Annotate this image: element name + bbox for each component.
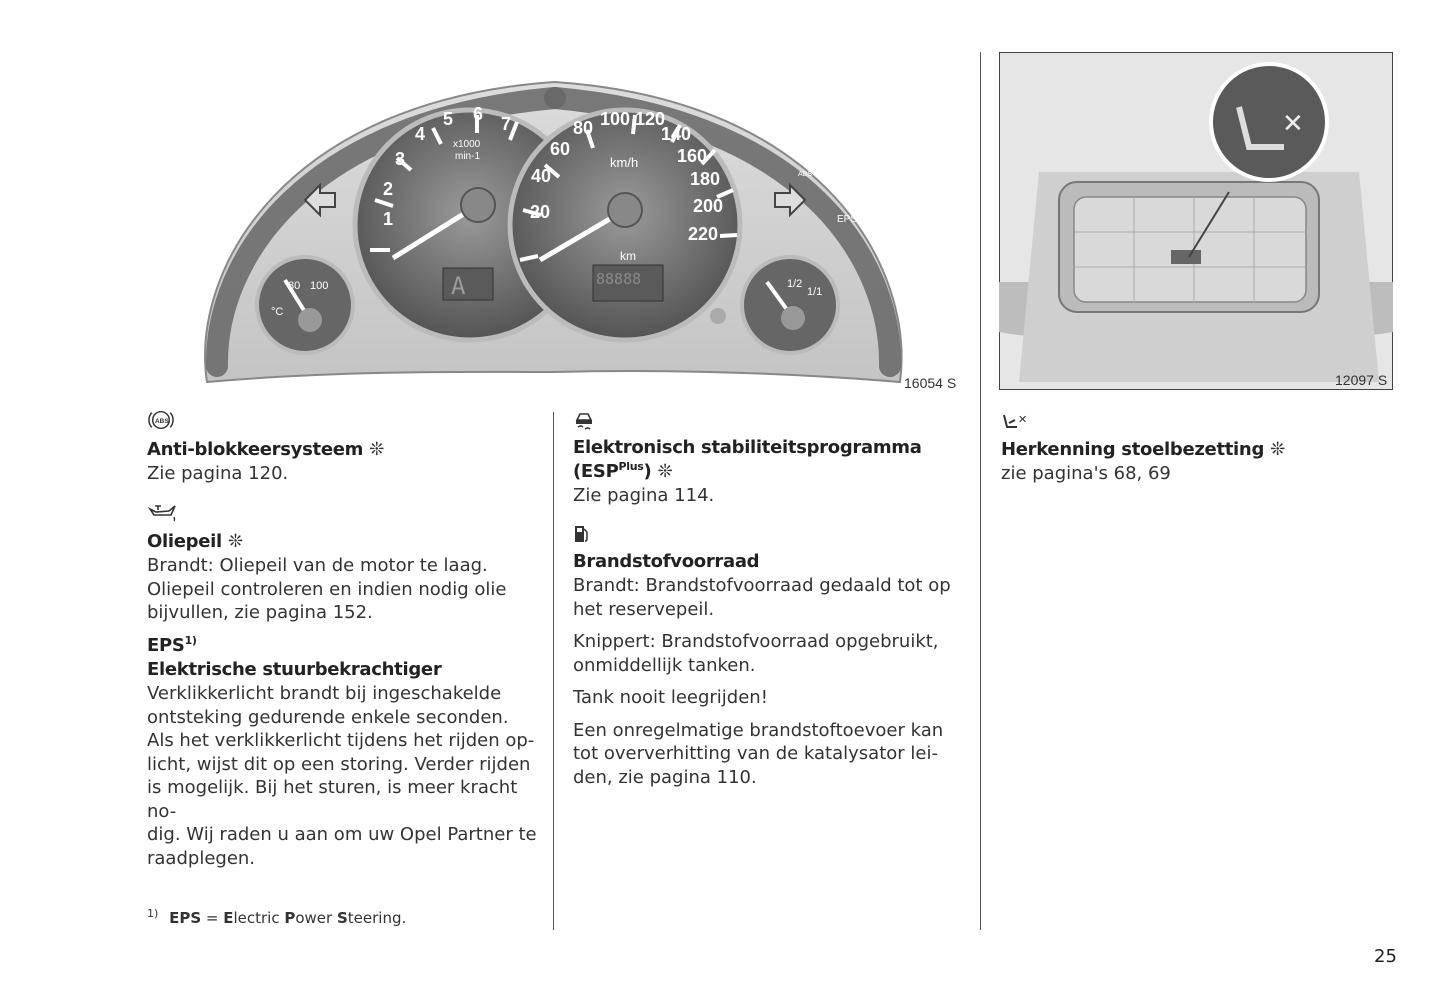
fuel-line: Een onregelmatige brandstoftoevoer kan (573, 719, 944, 741)
column-divider (553, 412, 554, 930)
svg-text:ABS: ABS (155, 417, 169, 425)
speed-tick: 60 (550, 139, 571, 159)
esp-plus: Plus (618, 460, 644, 473)
fuel-section (573, 522, 968, 789)
odometer-display: 88888 (596, 270, 642, 288)
fuel-line: tot oververhitting van de katalysator lei- (573, 743, 938, 764)
oil-section (147, 500, 537, 625)
esp-title-line2: (ESP (573, 461, 619, 482)
oil-body-line: bijvullen, zie pagina 152. (147, 602, 373, 623)
seat-title: Herkenning stoelbezetting (1001, 439, 1265, 460)
speed-tick: 40 (531, 166, 552, 186)
fuel-tick: 1/1 (807, 286, 823, 298)
speed-tick: 120 (635, 109, 666, 129)
eps-body-line: Als het verklikkerlicht tijdens het rijden op- (147, 730, 535, 751)
temp-tick: 80 (288, 280, 301, 292)
seat-occupancy-figure (999, 52, 1393, 390)
odo-unit: km (620, 249, 636, 263)
esp-section (573, 408, 968, 508)
rpm-unit: min-1 (455, 151, 481, 162)
footnote (147, 909, 547, 927)
footnote-letter: S (336, 909, 348, 927)
fuel-line: onmiddellijk tanken. (573, 654, 756, 676)
speed-tick: 100 (600, 109, 631, 129)
speed-tick: 220 (688, 224, 719, 244)
rpm-tick: 1 (383, 209, 394, 229)
rpm-unit: x1000 (453, 139, 481, 150)
snowflake-icon: ❊ (657, 461, 673, 482)
cluster-figure-label: 16054 S (904, 375, 957, 391)
fuel-tick: 1/2 (787, 278, 803, 290)
seat-body: zie pagina's 68, 69 (1001, 463, 1171, 484)
footnote-eq: = (201, 909, 224, 927)
eps-body-line: licht, wijst dit op een storing. Verder rijden (147, 753, 531, 775)
fuel-line: het reservepeil. (573, 598, 715, 620)
svg-text:A: A (451, 272, 466, 300)
snowflake-icon: ❊ (227, 531, 243, 552)
fuel-title: Brandstofvoorraad (573, 551, 760, 572)
footnote-mark: 1) (147, 907, 159, 920)
abs-body: Zie pagina 120. (147, 463, 289, 484)
fuel-line: den, zie pagina 110. (573, 766, 757, 788)
column-divider (980, 52, 981, 930)
eps-subtitle: Elektrische stuurbekrachtiger (147, 659, 442, 680)
eps-body-line: dig. Wij raden u aan om uw Opel Partner te (147, 824, 537, 845)
abs-telltale: ABS (798, 171, 813, 178)
svg-text:✕: ✕ (1018, 413, 1028, 426)
eps-body-line: Verklikkerlicht brandt bij ingeschakelde (147, 683, 502, 704)
eps-body-line: is mogelijk. Bij het sturen, is meer kracht no- (147, 777, 518, 822)
seat-occupancy-icon (1001, 410, 1031, 434)
eps-section (147, 634, 547, 870)
seat-section (1001, 410, 1381, 486)
eps-body-line: ontsteking gedurende enkele seconden. (147, 706, 509, 728)
fuel-paragraph (573, 630, 968, 677)
fuel-line: Brandt: Brandstofvoorraad gedaald tot op (573, 575, 951, 596)
rpm-tick: 5 (443, 109, 454, 129)
esp-body: Zie pagina 114. (573, 485, 715, 506)
footnote-letter: P (284, 909, 296, 927)
fuel-line: Tank nooit leegrijden! (573, 687, 768, 708)
rpm-tick: 3 (395, 149, 406, 169)
eps-title: EPS (147, 635, 185, 656)
fuel-paragraph (573, 574, 968, 621)
eps-telltale: EPS (837, 214, 858, 225)
snowflake-icon: ❊ (369, 439, 384, 460)
page-number: 25 (1374, 946, 1397, 967)
skidding-car-icon (573, 408, 595, 432)
fuel-paragraph (573, 719, 968, 790)
oil-body-line: Brandt: Oliepeil van de motor te laag. (147, 555, 488, 576)
rpm-tick: 4 (415, 124, 426, 144)
oil-can-icon (147, 500, 177, 524)
instrument-cluster-figure (195, 70, 915, 395)
abs-section (147, 408, 537, 486)
oil-body-line: Oliepeil controleren en indien nodig olie (147, 578, 507, 600)
eps-body-line: raadplegen. (147, 847, 256, 869)
abs-title: Anti-blokkeersysteem (147, 439, 364, 460)
speed-tick: 80 (573, 118, 594, 138)
abs-warning-icon (147, 408, 175, 432)
esp-title-line1: Elektronisch stabiliteitsprogramma (573, 437, 922, 458)
fuel-pump-icon (573, 522, 591, 546)
footnote-word: lectric (233, 909, 285, 927)
speed-tick: 200 (693, 196, 724, 216)
seat-figure-label: 12097 S (1335, 372, 1388, 388)
snowflake-icon: ❊ (1270, 439, 1285, 460)
speed-tick: 160 (677, 146, 708, 166)
rpm-tick: 2 (383, 179, 394, 199)
fuel-paragraph (573, 686, 968, 710)
footnote-ref: 1) (184, 634, 197, 647)
temp-tick: 100 (310, 280, 329, 292)
esp-title-close: ) (643, 461, 652, 482)
speed-tick: 180 (690, 169, 721, 189)
footnote-word: ower (295, 909, 337, 927)
footnote-letter: E (223, 909, 234, 927)
speed-tick: 20 (530, 202, 551, 222)
speed-tick: 140 (661, 124, 692, 144)
footnote-abbr: EPS (169, 909, 202, 927)
fuel-line: Knippert: Brandstofvoorraad opgebruikt, (573, 631, 939, 652)
rpm-tick: 7 (501, 114, 512, 134)
rpm-tick: 6 (473, 104, 484, 124)
temp-unit: °C (271, 306, 284, 318)
oil-title: Oliepeil (147, 531, 222, 552)
speed-unit: km/h (610, 155, 639, 170)
svg-text:✕: ✕ (1282, 109, 1304, 139)
footnote-word: teering. (347, 909, 407, 927)
